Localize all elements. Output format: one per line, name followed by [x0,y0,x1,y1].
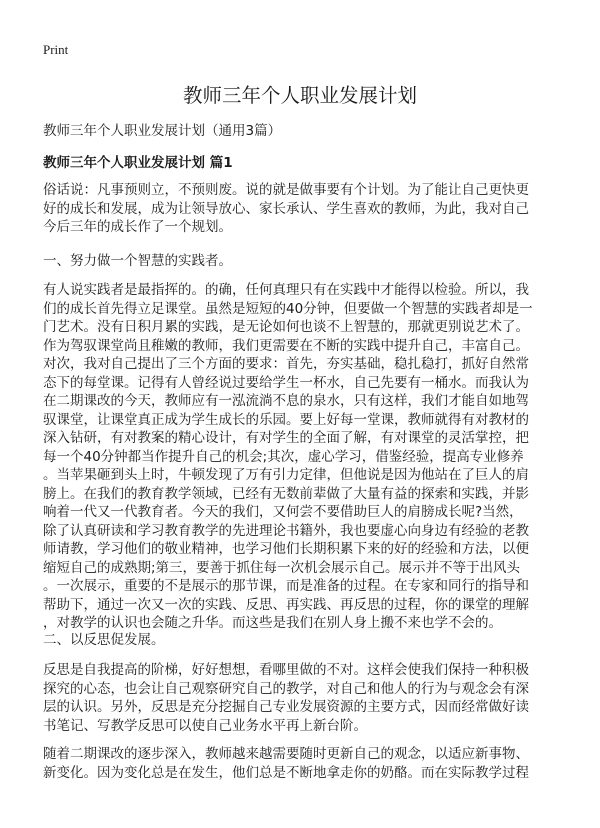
document-subtitle: 教师三年个人职业发展计划（通用3篇） [43,123,282,139]
text-line: 缩短自己的成熟期;第三，要善于抓住每一次机会展示自己。展示并不等于出风头 [43,559,521,576]
text-line: 除了认真研读和学习教育教学的先进理论书籍外，我也要虚心向身边有经验的老教 [43,522,529,539]
print-link[interactable]: Print [43,42,69,57]
section-heading-2: 二、以反思促发展。 [43,632,165,648]
article-heading: 教师三年个人职业发展计划 篇1 [43,155,233,171]
paragraph-reflection [43,661,529,735]
text-line: 响着一代又一代教育者。今天的我们，又何尝不要借助巨人的肩膀成长呢?当然， [43,504,523,520]
text-line: 们的成长首先得立足课堂。虽然是短短的40分钟，但要做一个智慧的实践者却是一 [43,300,533,317]
text-line: 膀上。在我们的教育教学领域，已经有无数前辈做了大量有益的探索和实践，并影 [43,485,529,502]
text-line: 在二期课改的今天，教师应有一泓流淌不息的泉水，只有这样，我们才能自如地驾 [43,393,529,409]
text-line: 态下的每堂课。记得有人曾经说过要给学生一杯水，自己先要有一桶水。而我认为 [43,374,529,391]
text-line: 好的成长和发展，成为让领导放心、家长承认、学生喜欢的教师，为此，我对自己 [43,200,529,217]
text-line: 对次，我对自己提出了三个方面的要求：首先，夯实基础，稳扎稳打，抓好自然常 [43,356,529,372]
section-heading-1: 一、努力做一个智慧的实践者。 [43,253,232,269]
text-line: 。当苹果砸到头上时，牛顿发现了万有引力定律，但他说是因为他站在了巨人的肩 [43,467,529,483]
text-line: 书笔记、写教学反思可以使自己业务水平再上新台阶。 [43,717,367,734]
paragraph-practice [43,281,533,633]
text-line: 门艺术。没有日积月累的实践，是无论如何也谈不上智慧的，那就更别说艺术了。 [43,319,529,335]
text-line: 每一个40分钟都当作提升自己的机会;其次，虚心学习，借鉴经验，提高专业修养 [43,448,524,465]
text-line: 深入钻研，有对教案的精心设计，有对学生的全面了解，有对课堂的灵活掌控，把 [43,430,529,446]
text-line: 随着二期课改的逐步深入，教师越来越需要随时更新自己的观念，以适应新事物、 [43,746,529,762]
text-line: 师请教，学习他们的敬业精神，也学习他们长期积累下来的好的经验和方法，以便 [43,541,529,557]
text-line: 有人说实践者是最指挥的。的确，任何真理只有在实践中才能得以检验。所以，我 [43,282,529,298]
text-line: ，对教学的认识也会随之升华。而这些是我们在别人身上搬不来也学不会的。 [43,615,502,631]
text-line: 。一次展示，重要的不是展示的那节课，而是准备的过程。在专家和同行的指导和 [43,578,529,594]
page-title: 教师三年个人职业发展计划 [182,84,417,107]
text-line: 驭课堂，让课堂真正成为学生成长的乐园。要上好每一堂课，教师就得有对教材的 [43,411,529,428]
text-line: 层的认识。另外，反思是充分挖掘自己专业发展资源的主要方式，因而经常做好读 [43,699,529,715]
text-line: 作为驾驭课堂尚且稚嫩的教师，我们更需要在不断的实践中提升自己，丰富自己。 [43,337,529,354]
text-line: 俗话说：凡事预则立，不预则废。说的就是做事要有个计划。为了能让自己更快更 [43,182,529,198]
text-line: 今后三年的成长作了一个规划。 [43,219,232,235]
paragraph-intro [43,181,529,237]
text-line: 新变化。因为变化总是在发生，他们总是不断地拿走你的奶酪。而在实际教学过程 [43,764,529,781]
text-line: 探究的心态，也会让自己观察研究自己的教学，对自己和他人的行为与观念会有深 [43,680,529,697]
paragraph-curriculum [43,745,529,782]
text-line: 反思是自我提高的阶梯，好好想想，看哪里做的不对。这样会使我们保持一种积极 [43,662,529,678]
text-line: 帮助下，通过一次又一次的实践、反思、再实践、再反思的过程，你的课堂的理解 [43,596,529,613]
